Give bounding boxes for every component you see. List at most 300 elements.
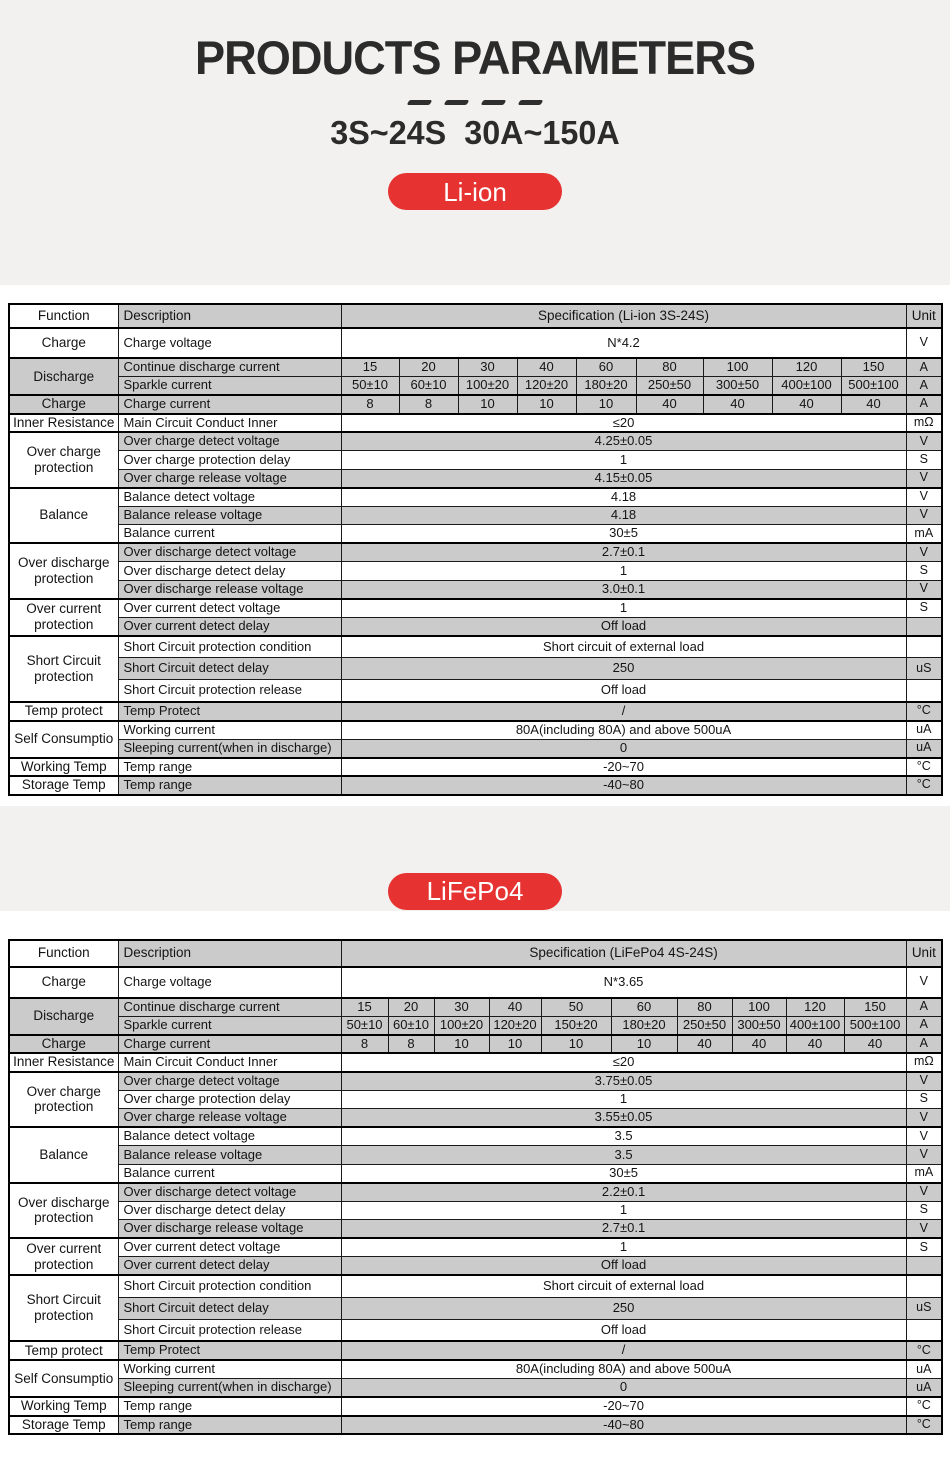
value-cell: 2.2±0.1 — [341, 1183, 906, 1202]
unit-cell — [906, 1319, 942, 1341]
unit-cell: A — [906, 395, 942, 414]
value-cell: 40 — [841, 395, 906, 414]
function-group — [9, 702, 942, 721]
function-cell: Over current protection — [9, 1238, 118, 1275]
function-group — [9, 414, 942, 433]
function-group — [9, 1072, 942, 1128]
lifepo4-badge-label: LiFePo4 — [426, 876, 524, 906]
value-cell: 30±5 — [341, 1164, 906, 1183]
description-cell: Over charge release voltage — [118, 1109, 341, 1128]
value-cell: 2.7±0.1 — [341, 543, 906, 562]
function-cell: Over charge protection — [9, 432, 118, 488]
unit-cell: V — [906, 328, 942, 358]
function-cell: Charge — [9, 1035, 118, 1054]
value-cell: 1 — [341, 451, 906, 470]
table-row — [9, 1127, 942, 1146]
page-subtitle: 3S~24S 30A~150A — [330, 114, 620, 151]
description-cell: Working current — [118, 721, 341, 740]
value-cell: 4.25±0.05 — [341, 432, 906, 451]
description-cell: Temp range — [118, 776, 341, 795]
unit-cell: V — [906, 1127, 942, 1146]
li-ion-spec-table — [8, 303, 943, 796]
value-cell: 50 — [541, 998, 611, 1017]
table-row — [9, 658, 942, 680]
value-cell: -20~70 — [341, 758, 906, 777]
unit-cell: uA — [906, 721, 942, 740]
table-row — [9, 488, 942, 507]
unit-cell: V — [906, 1183, 942, 1202]
value-cell: 100±20 — [434, 1016, 489, 1035]
value-cell: 150±20 — [541, 1016, 611, 1035]
table-row — [9, 1379, 942, 1398]
unit-column-header: Unit — [906, 940, 942, 967]
value-cell: 30±5 — [341, 525, 906, 544]
table-row — [9, 967, 942, 998]
function-group — [9, 1397, 942, 1416]
value-cell: Off load — [341, 617, 906, 636]
function-cell: Over current protection — [9, 599, 118, 636]
unit-cell: °C — [906, 758, 942, 777]
function-group — [9, 395, 942, 414]
unit-cell: uS — [906, 658, 942, 680]
value-cell: ≤20 — [341, 1053, 906, 1072]
specification-column-header: Specification (LiFePo4 4S-24S) — [341, 940, 906, 967]
function-group — [9, 328, 942, 358]
li-ion-badge — [388, 173, 562, 210]
table-row — [9, 776, 942, 795]
page-header — [0, 0, 950, 285]
value-cell: 100±20 — [458, 377, 517, 396]
table-row — [9, 358, 942, 377]
value-cell: 60±10 — [388, 1016, 434, 1035]
table-row — [9, 758, 942, 777]
description-cell: Balance current — [118, 1164, 341, 1183]
table-row — [9, 1016, 942, 1035]
value-cell: 4.18 — [341, 488, 906, 507]
value-cell: 10 — [517, 395, 576, 414]
function-cell: Balance — [9, 1127, 118, 1183]
unit-cell: S — [906, 1201, 942, 1220]
page-title: PRODUCTS PARAMETERS — [194, 31, 755, 84]
value-cell: 10 — [541, 1035, 611, 1054]
value-cell: 10 — [434, 1035, 489, 1054]
value-cell: 8 — [341, 1035, 388, 1054]
unit-column-header: Unit — [906, 304, 942, 328]
value-cell: 10 — [611, 1035, 677, 1054]
table-row — [9, 451, 942, 470]
function-cell: Balance — [9, 488, 118, 544]
description-cell: Over discharge detect delay — [118, 1201, 341, 1220]
function-cell: Inner Resistance — [9, 414, 118, 433]
description-cell: Over current detect voltage — [118, 599, 341, 618]
value-cell: Off load — [341, 1257, 906, 1276]
function-cell: Self Consumptio — [9, 1360, 118, 1397]
value-cell: 40 — [677, 1035, 732, 1054]
description-cell: Short Circuit detect delay — [118, 658, 341, 680]
table-row — [9, 1183, 942, 1202]
value-cell: 15 — [341, 358, 399, 377]
value-cell: 60 — [576, 358, 636, 377]
value-cell: ≤20 — [341, 414, 906, 433]
function-group — [9, 758, 942, 777]
description-cell: Continue discharge current — [118, 358, 341, 377]
unit-cell: V — [906, 488, 942, 507]
function-group — [9, 776, 942, 795]
function-group — [9, 1360, 942, 1397]
lifepo4-spec-table — [8, 939, 943, 1436]
value-cell: 40 — [703, 395, 772, 414]
table-row — [9, 1319, 942, 1341]
table-row — [9, 702, 942, 721]
description-cell: Over current detect delay — [118, 1257, 341, 1276]
description-cell: Over discharge release voltage — [118, 580, 341, 599]
unit-cell: A — [906, 1035, 942, 1054]
description-cell: Short Circuit detect delay — [118, 1297, 341, 1319]
function-group — [9, 636, 942, 702]
unit-cell: S — [906, 1238, 942, 1257]
description-cell: Balance release voltage — [118, 506, 341, 525]
value-cell: N*3.65 — [341, 967, 906, 998]
function-cell: Temp protect — [9, 702, 118, 721]
function-group — [9, 1341, 942, 1360]
unit-cell: V — [906, 1146, 942, 1165]
unit-cell — [906, 1257, 942, 1276]
description-cell: Balance detect voltage — [118, 488, 341, 507]
unit-cell: V — [906, 1220, 942, 1239]
value-cell: 400±100 — [772, 377, 841, 396]
header-row — [9, 304, 942, 328]
function-group — [9, 599, 942, 636]
value-cell: 30 — [434, 998, 489, 1017]
function-group — [9, 1127, 942, 1183]
value-cell: Short circuit of external load — [341, 1275, 906, 1297]
unit-cell: A — [906, 377, 942, 396]
function-cell: Over discharge protection — [9, 1183, 118, 1239]
value-cell: 8 — [341, 395, 399, 414]
value-cell: 120±20 — [489, 1016, 541, 1035]
table-row — [9, 1072, 942, 1091]
table-row — [9, 414, 942, 433]
table-row — [9, 1220, 942, 1239]
unit-cell: V — [906, 1109, 942, 1128]
value-cell: 3.55±0.05 — [341, 1109, 906, 1128]
function-cell: Discharge — [9, 998, 118, 1035]
function-group — [9, 358, 942, 395]
description-cell: Over charge protection delay — [118, 451, 341, 470]
function-group — [9, 967, 942, 998]
description-cell: Charge voltage — [118, 328, 341, 358]
value-cell: 20 — [388, 998, 434, 1017]
value-cell: 40 — [517, 358, 576, 377]
table-row — [9, 617, 942, 636]
value-cell: 3.5 — [341, 1127, 906, 1146]
value-cell: Short circuit of external load — [341, 636, 906, 658]
value-cell: 4.18 — [341, 506, 906, 525]
table-row — [9, 1201, 942, 1220]
table-row — [9, 721, 942, 740]
unit-cell: V — [906, 967, 942, 998]
value-cell: 40 — [732, 1035, 786, 1054]
value-cell: 1 — [341, 1201, 906, 1220]
unit-cell: °C — [906, 1416, 942, 1435]
value-cell: 80A(including 80A) and above 500uA — [341, 1360, 906, 1379]
function-column-header: Function — [9, 940, 118, 967]
value-cell: 60±10 — [399, 377, 458, 396]
description-cell: Balance current — [118, 525, 341, 544]
description-cell: Main Circuit Conduct Inner — [118, 1053, 341, 1072]
value-cell: Off load — [341, 680, 906, 702]
value-cell: 400±100 — [786, 1016, 844, 1035]
function-cell: Self Consumptio — [9, 721, 118, 758]
table-row — [9, 1257, 942, 1276]
value-cell: 10 — [576, 395, 636, 414]
function-group — [9, 1275, 942, 1341]
value-cell: 250 — [341, 1297, 906, 1319]
table-row — [9, 562, 942, 581]
table-row — [9, 1035, 942, 1054]
value-cell: 1 — [341, 562, 906, 581]
description-cell: Main Circuit Conduct Inner — [118, 414, 341, 433]
function-group — [9, 1035, 942, 1054]
table-row — [9, 1416, 942, 1435]
table-row — [9, 525, 942, 544]
function-group — [9, 1238, 942, 1275]
description-cell: Temp Protect — [118, 1341, 341, 1360]
value-cell: 100 — [732, 998, 786, 1017]
description-cell: Sleeping current(when in discharge) — [118, 1379, 341, 1398]
unit-cell: S — [906, 562, 942, 581]
function-cell: Over discharge protection — [9, 543, 118, 599]
unit-cell — [906, 636, 942, 658]
value-cell: Off load — [341, 1319, 906, 1341]
unit-cell: S — [906, 599, 942, 618]
value-cell: 10 — [458, 395, 517, 414]
dash — [407, 100, 433, 105]
unit-cell: A — [906, 1016, 942, 1035]
description-cell: Charge current — [118, 1035, 341, 1054]
dashed-divider — [0, 100, 950, 105]
unit-cell: S — [906, 1090, 942, 1109]
value-cell: 8 — [388, 1035, 434, 1054]
description-cell: Over charge release voltage — [118, 469, 341, 488]
value-cell: 150 — [841, 358, 906, 377]
unit-cell: °C — [906, 1341, 942, 1360]
description-cell: Short Circuit protection release — [118, 680, 341, 702]
value-cell: 300±50 — [732, 1016, 786, 1035]
value-cell: 250 — [341, 658, 906, 680]
unit-cell: V — [906, 506, 942, 525]
unit-cell: V — [906, 543, 942, 562]
value-cell: 300±50 — [703, 377, 772, 396]
value-cell: 40 — [772, 395, 841, 414]
description-cell: Over charge detect voltage — [118, 432, 341, 451]
dash — [444, 100, 470, 105]
value-cell: 20 — [399, 358, 458, 377]
unit-cell: A — [906, 998, 942, 1017]
value-cell: 50±10 — [341, 1016, 388, 1035]
description-cell: Sparkle current — [118, 1016, 341, 1035]
unit-cell — [906, 1275, 942, 1297]
table-row — [9, 543, 942, 562]
value-cell: 2.7±0.1 — [341, 1220, 906, 1239]
table-row — [9, 469, 942, 488]
value-cell: 3.5 — [341, 1146, 906, 1165]
description-cell: Charge current — [118, 395, 341, 414]
table-row — [9, 1090, 942, 1109]
function-group — [9, 432, 942, 488]
unit-cell: uA — [906, 1360, 942, 1379]
value-cell: 0 — [341, 739, 906, 758]
value-cell: 10 — [489, 1035, 541, 1054]
value-cell: 40 — [636, 395, 703, 414]
description-cell: Over charge detect voltage — [118, 1072, 341, 1091]
function-group — [9, 721, 942, 758]
table-row — [9, 432, 942, 451]
table-row — [9, 739, 942, 758]
unit-cell: mΩ — [906, 1053, 942, 1072]
table-row — [9, 1360, 942, 1379]
unit-cell: mA — [906, 525, 942, 544]
value-cell: 50±10 — [341, 377, 399, 396]
value-cell: N*4.2 — [341, 328, 906, 358]
table-row — [9, 1341, 942, 1360]
table-row — [9, 1275, 942, 1297]
value-cell: 500±100 — [844, 1016, 906, 1035]
value-cell: 0 — [341, 1379, 906, 1398]
description-cell: Over discharge detect delay — [118, 562, 341, 581]
unit-cell: A — [906, 358, 942, 377]
function-cell: Over charge protection — [9, 1072, 118, 1128]
table-row — [9, 506, 942, 525]
description-cell: Over discharge detect voltage — [118, 543, 341, 562]
table-row — [9, 395, 942, 414]
function-column-header: Function — [9, 304, 118, 328]
value-cell: 80 — [677, 998, 732, 1017]
value-cell: 4.15±0.05 — [341, 469, 906, 488]
value-cell: 500±100 — [841, 377, 906, 396]
value-cell: -40~80 — [341, 776, 906, 795]
unit-cell: V — [906, 1072, 942, 1091]
unit-cell: uA — [906, 739, 942, 758]
function-cell: Storage Temp — [9, 776, 118, 795]
value-cell: 180±20 — [611, 1016, 677, 1035]
unit-cell: °C — [906, 1397, 942, 1416]
function-group — [9, 488, 942, 544]
function-cell: Temp protect — [9, 1341, 118, 1360]
value-cell: 30 — [458, 358, 517, 377]
value-cell: 120 — [786, 998, 844, 1017]
lifepo4-section-band — [0, 806, 950, 911]
unit-cell: mΩ — [906, 414, 942, 433]
description-cell: Sparkle current — [118, 377, 341, 396]
value-cell: 3.0±0.1 — [341, 580, 906, 599]
description-cell: Over current detect voltage — [118, 1238, 341, 1257]
function-cell: Working Temp — [9, 758, 118, 777]
description-cell: Short Circuit protection condition — [118, 636, 341, 658]
function-cell: Charge — [9, 328, 118, 358]
table-row — [9, 328, 942, 358]
value-cell: 180±20 — [576, 377, 636, 396]
description-cell: Over current detect delay — [118, 617, 341, 636]
description-cell: Temp range — [118, 758, 341, 777]
value-cell: 100 — [703, 358, 772, 377]
value-cell: 60 — [611, 998, 677, 1017]
description-cell: Temp Protect — [118, 702, 341, 721]
description-cell: Balance detect voltage — [118, 1127, 341, 1146]
table-row — [9, 636, 942, 658]
value-cell: -40~80 — [341, 1416, 906, 1435]
value-cell: 1 — [341, 599, 906, 618]
function-cell: Short Circuit protection — [9, 1275, 118, 1341]
value-cell: 1 — [341, 1090, 906, 1109]
table-row — [9, 1109, 942, 1128]
bottom-spacer — [0, 1435, 950, 1477]
function-cell: Discharge — [9, 358, 118, 395]
table-row — [9, 998, 942, 1017]
li-ion-badge-label: Li-ion — [443, 176, 507, 207]
unit-cell: °C — [906, 776, 942, 795]
value-cell: 15 — [341, 998, 388, 1017]
value-cell: 250±50 — [636, 377, 703, 396]
value-cell: 150 — [844, 998, 906, 1017]
function-cell: Charge — [9, 395, 118, 414]
unit-cell: uA — [906, 1379, 942, 1398]
table-row — [9, 680, 942, 702]
description-column-header: Description — [118, 304, 341, 328]
function-cell: Inner Resistance — [9, 1053, 118, 1072]
description-cell: Temp range — [118, 1397, 341, 1416]
value-cell: 250±50 — [677, 1016, 732, 1035]
table-row — [9, 1238, 942, 1257]
function-group — [9, 1183, 942, 1239]
unit-cell: mA — [906, 1164, 942, 1183]
description-cell: Charge voltage — [118, 967, 341, 998]
value-cell: 80 — [636, 358, 703, 377]
description-cell: Temp range — [118, 1416, 341, 1435]
dash — [518, 100, 544, 105]
unit-cell: uS — [906, 1297, 942, 1319]
function-cell: Short Circuit protection — [9, 636, 118, 702]
dash — [481, 100, 507, 105]
unit-cell: S — [906, 451, 942, 470]
description-cell: Continue discharge current — [118, 998, 341, 1017]
description-cell: Working current — [118, 1360, 341, 1379]
description-cell: Short Circuit protection release — [118, 1319, 341, 1341]
unit-cell: V — [906, 469, 942, 488]
value-cell: 40 — [786, 1035, 844, 1054]
function-group — [9, 1416, 942, 1435]
value-cell: 40 — [844, 1035, 906, 1054]
description-column-header: Description — [118, 940, 341, 967]
table-row — [9, 1053, 942, 1072]
value-cell: 40 — [489, 998, 541, 1017]
description-cell: Sleeping current(when in discharge) — [118, 739, 341, 758]
lifepo4-badge — [388, 873, 562, 910]
value-cell: 80A(including 80A) and above 500uA — [341, 721, 906, 740]
value-cell: 120 — [772, 358, 841, 377]
description-cell: Over discharge detect voltage — [118, 1183, 341, 1202]
description-cell: Balance release voltage — [118, 1146, 341, 1165]
unit-cell: V — [906, 432, 942, 451]
specification-column-header: Specification (Li-ion 3S-24S) — [341, 304, 906, 328]
table-row — [9, 1397, 942, 1416]
value-cell: 8 — [399, 395, 458, 414]
description-cell: Short Circuit protection condition — [118, 1275, 341, 1297]
table-row — [9, 1297, 942, 1319]
function-group — [9, 1053, 942, 1072]
value-cell: 3.75±0.05 — [341, 1072, 906, 1091]
function-cell: Storage Temp — [9, 1416, 118, 1435]
